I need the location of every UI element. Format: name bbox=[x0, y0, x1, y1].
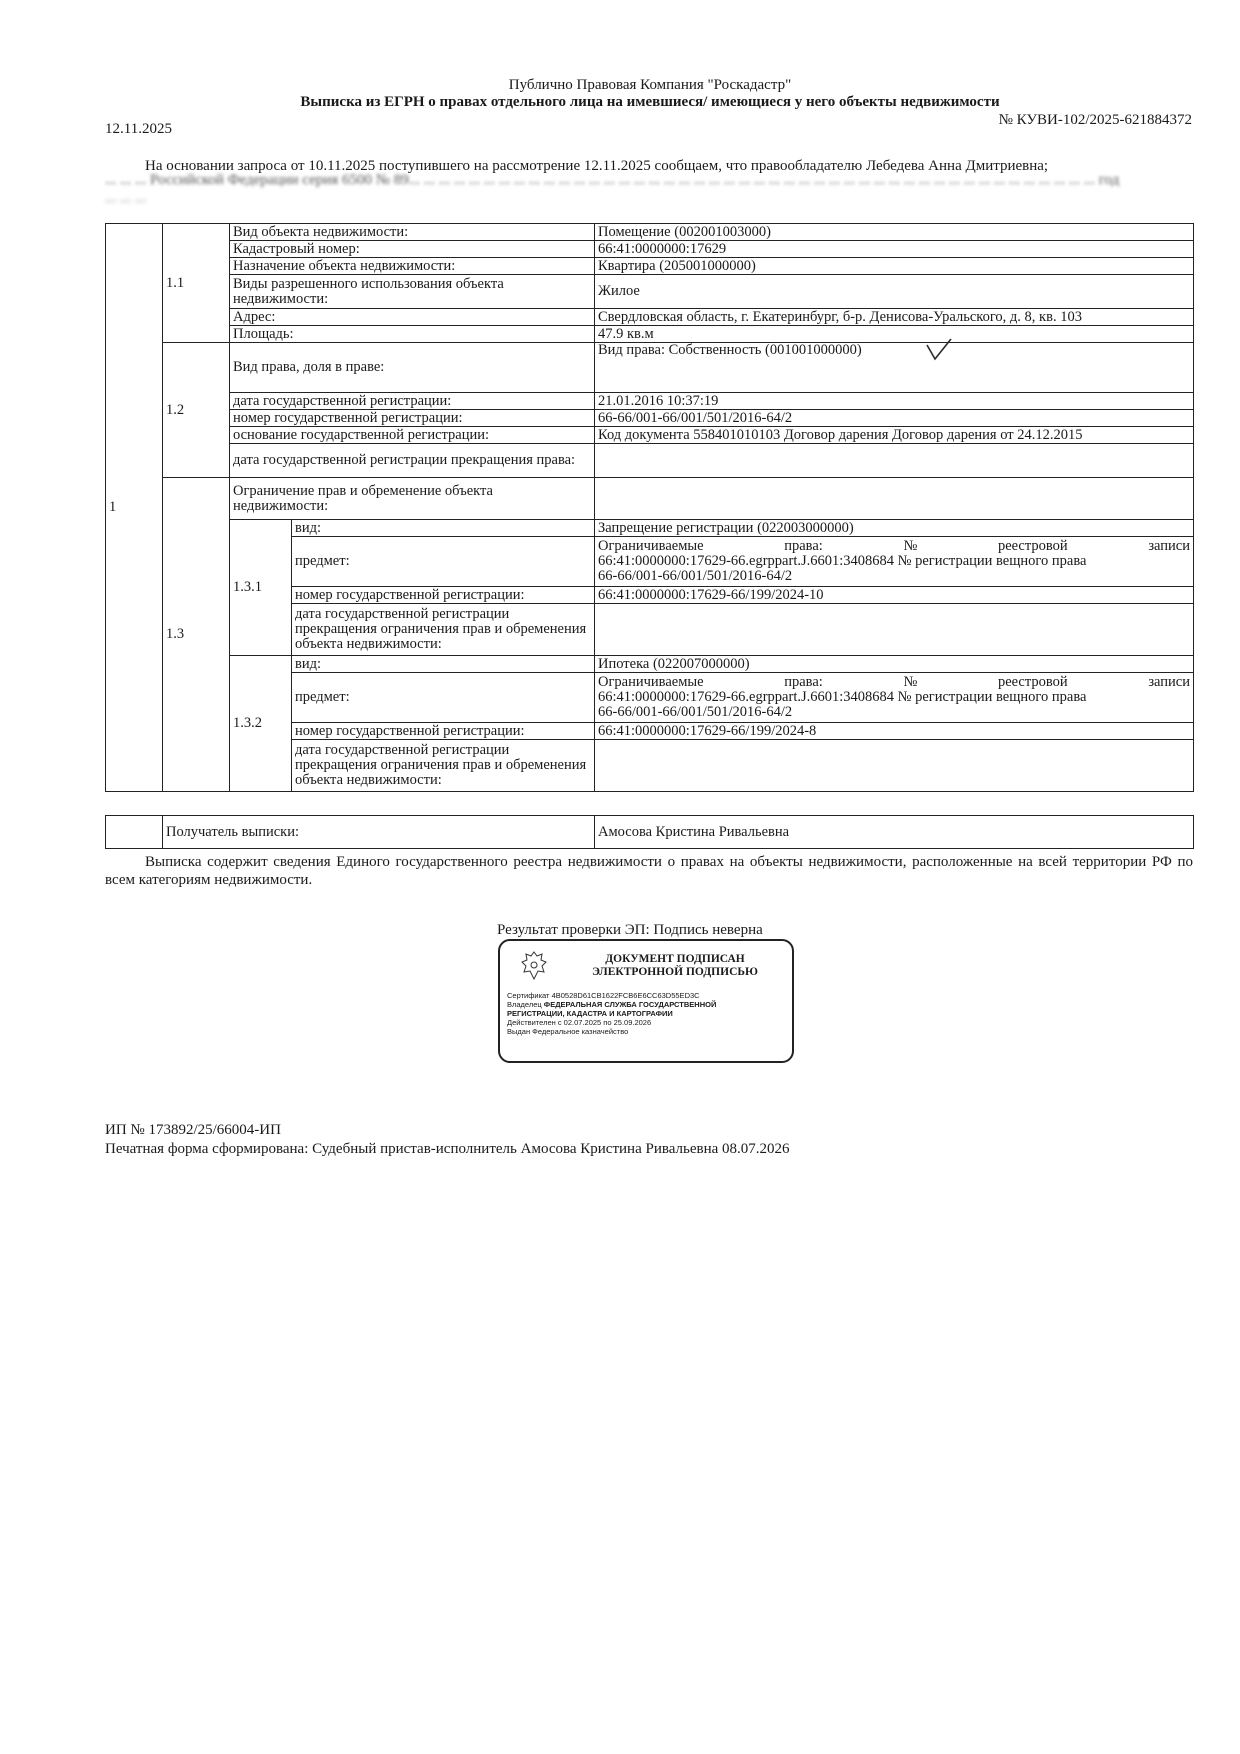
restriction-2-subject-line-2: 66:41:0000000:17629-66.egrpрart.J.6601:3408684 № регистрации вещного права bbox=[598, 689, 1087, 705]
cadastral-label: Кадастровый номер: bbox=[230, 241, 595, 258]
restrictions-heading: Ограничение прав и обременение объекта недвижимости: bbox=[230, 478, 595, 520]
restriction-1-subject-value bbox=[595, 537, 1194, 587]
signature-check-result: Результат проверки ЭП: Подпись неверна bbox=[497, 922, 763, 938]
restriction-2-kind-value: Ипотека (022007000000) bbox=[595, 656, 1194, 673]
checkmark-icon bbox=[925, 337, 955, 363]
right-end-date-value bbox=[595, 444, 1194, 478]
stamp-heading: ДОКУМЕНТ ПОДПИСАН ЭЛЕКТРОННОЙ ПОДПИСЬЮ bbox=[592, 953, 758, 978]
restriction-1-kind-label: вид: bbox=[292, 520, 595, 537]
enforcement-case-number: ИП № 173892/25/66004-ИП bbox=[105, 1122, 281, 1138]
document-number: № КУВИ-102/2025-621884372 bbox=[998, 112, 1192, 128]
reg-number-value: 66-66/001-66/001/501/2016-64/2 bbox=[595, 410, 1194, 427]
restriction-2-reg-number-value: 66:41:0000000:17629-66/199/2024-8 bbox=[595, 723, 1194, 740]
right-type-value bbox=[595, 343, 1194, 393]
row-number-root: 1 bbox=[106, 224, 163, 792]
section-number-1-3-2: 1.3.2 bbox=[230, 656, 292, 792]
right-type-text: Вид права: Собственность (001001000000) bbox=[598, 342, 862, 358]
recipient-table bbox=[105, 815, 1194, 849]
address-label: Адрес: bbox=[230, 309, 595, 326]
e-signature-stamp bbox=[498, 939, 794, 1063]
restriction-2-end-label: дата государственной регистрации прекращения ограничения прав и обременения объекта недвижимости: bbox=[292, 740, 595, 792]
permitted-use-label: Виды разрешенного использования объекта недвижимости: bbox=[230, 275, 595, 309]
object-type-value: Помещение (002001003000) bbox=[595, 224, 1194, 241]
area-label: Площадь: bbox=[230, 326, 595, 343]
area-value: 47.9 кв.м bbox=[595, 326, 1194, 343]
restriction-2-subject-label: предмет: bbox=[292, 673, 595, 723]
restriction-2-reg-number-label: номер государственной регистрации: bbox=[292, 723, 595, 740]
section-number-1-3-1: 1.3.1 bbox=[230, 520, 292, 656]
restriction-2-subject-value bbox=[595, 673, 1194, 723]
restriction-1-subject-line-1: Ограничиваемые права: № реестровой записи bbox=[598, 538, 1190, 554]
intro-text: На основании запроса от 10.11.2025 поступившего на рассмотрение 12.11.2025 сообщаем, что правообладателю Лебедева Анна Дмитриевна; bbox=[145, 158, 1049, 174]
recipient-label: Получатель выписки: bbox=[163, 816, 595, 849]
certificate-details: Сертификат 4B0528D61CB1622FCB6E6CC63D55ED3C Владелец ФЕДЕРАЛЬНАЯ СЛУЖБА ГОСУДАРСТВЕННОЙ РЕГИСТРАЦИИ, КАДАСТРА И КАРТОГРАФИИ Действителен с 02.07.2025 по 25.09.2026 Выдан Федеральное казначейство bbox=[507, 991, 717, 1036]
restriction-1-kind-value: Запрещение регистрации (022003000000) bbox=[595, 520, 1194, 537]
reg-number-label: номер государственной регистрации: bbox=[230, 410, 595, 427]
section-number-1-3: 1.3 bbox=[163, 478, 230, 792]
intro-text-redacted-2: ... ... ... bbox=[105, 190, 147, 206]
restrictions-heading-value bbox=[595, 478, 1194, 520]
purpose-value: Квартира (205001000000) bbox=[595, 258, 1194, 275]
document-date: 12.11.2025 bbox=[105, 121, 172, 137]
cadastral-value: 66:41:0000000:17629 bbox=[595, 241, 1194, 258]
extract-table bbox=[105, 223, 1194, 792]
restriction-1-reg-number-value: 66:41:0000000:17629-66/199/2024-10 bbox=[595, 587, 1194, 604]
recipient-value: Амосова Кристина Ривальевна bbox=[595, 816, 1194, 849]
printed-by: Печатная форма сформирована: Судебный пристав-исполнитель Амосова Кристина Ривальевна 08.07.2026 bbox=[105, 1141, 790, 1157]
section-number-1-1: 1.1 bbox=[163, 224, 230, 343]
reg-date-label: дата государственной регистрации: bbox=[230, 393, 595, 410]
restriction-1-subject-line-2: 66:41:0000000:17629-66.egrpрart.J.6601:3408684 № регистрации вещного права bbox=[598, 553, 1087, 569]
restriction-2-kind-label: вид: bbox=[292, 656, 595, 673]
recipient-number-cell bbox=[106, 816, 163, 849]
restriction-2-subject-line-3: 66-66/001-66/001/501/2016-64/2 bbox=[598, 704, 793, 720]
restriction-2-subject-line-1: Ограничиваемые права: № реестровой записи bbox=[598, 674, 1190, 690]
intro-text-redacted: ... ... ... Российской Федерации серия 6500 № 89... ... ... ... ... ... ... ... ... ... ... ... ... ... ... ... ... ... ... ... ... ... ... ... ... ... ... ... ... ... ... ... ... ... ... ... ... ... ... ... ... ... ... ... ... ... год bbox=[105, 172, 1120, 188]
restriction-1-reg-number-label: номер государственной регистрации: bbox=[292, 587, 595, 604]
document-title: Выписка из ЕГРН о правах отдельного лица на имевшиеся/ имеющиеся у него объекты недвижимости bbox=[300, 94, 1000, 110]
restriction-1-end-label: дата государственной регистрации прекращения ограничения прав и обременения объекта недвижимости: bbox=[292, 604, 595, 656]
extract-note: Выписка содержит сведения Единого государственного реестра недвижимости о правах на объекты недвижимости, расположенные на всей территории РФ по всем категориям недвижимости. bbox=[105, 854, 1193, 888]
purpose-label: Назначение объекта недвижимости: bbox=[230, 258, 595, 275]
reg-date-value: 21.01.2016 10:37:19 bbox=[595, 393, 1194, 410]
restriction-1-end-value bbox=[595, 604, 1194, 656]
right-end-date-label: дата государственной регистрации прекращения права: bbox=[230, 444, 595, 478]
russian-coat-of-arms-icon bbox=[520, 949, 548, 983]
restriction-1-subject-label: предмет: bbox=[292, 537, 595, 587]
object-type-label: Вид объекта недвижимости: bbox=[230, 224, 595, 241]
section-number-1-2: 1.2 bbox=[163, 343, 230, 478]
organization-name: Публично Правовая Компания "Роскадастр" bbox=[508, 77, 792, 93]
right-type-label: Вид права, доля в праве: bbox=[230, 343, 595, 393]
reg-basis-value: Код документа 558401010103 Договор дарения Договор дарения от 24.12.2015 bbox=[595, 427, 1194, 444]
address-value: Свердловская область, г. Екатеринбург, б-р. Денисова-Уральского, д. 8, кв. 103 bbox=[595, 309, 1194, 326]
restriction-1-subject-line-3: 66-66/001-66/001/501/2016-64/2 bbox=[598, 568, 793, 584]
reg-basis-label: основание государственной регистрации: bbox=[230, 427, 595, 444]
permitted-use-value: Жилое bbox=[595, 275, 1194, 309]
restriction-2-end-value bbox=[595, 740, 1194, 792]
